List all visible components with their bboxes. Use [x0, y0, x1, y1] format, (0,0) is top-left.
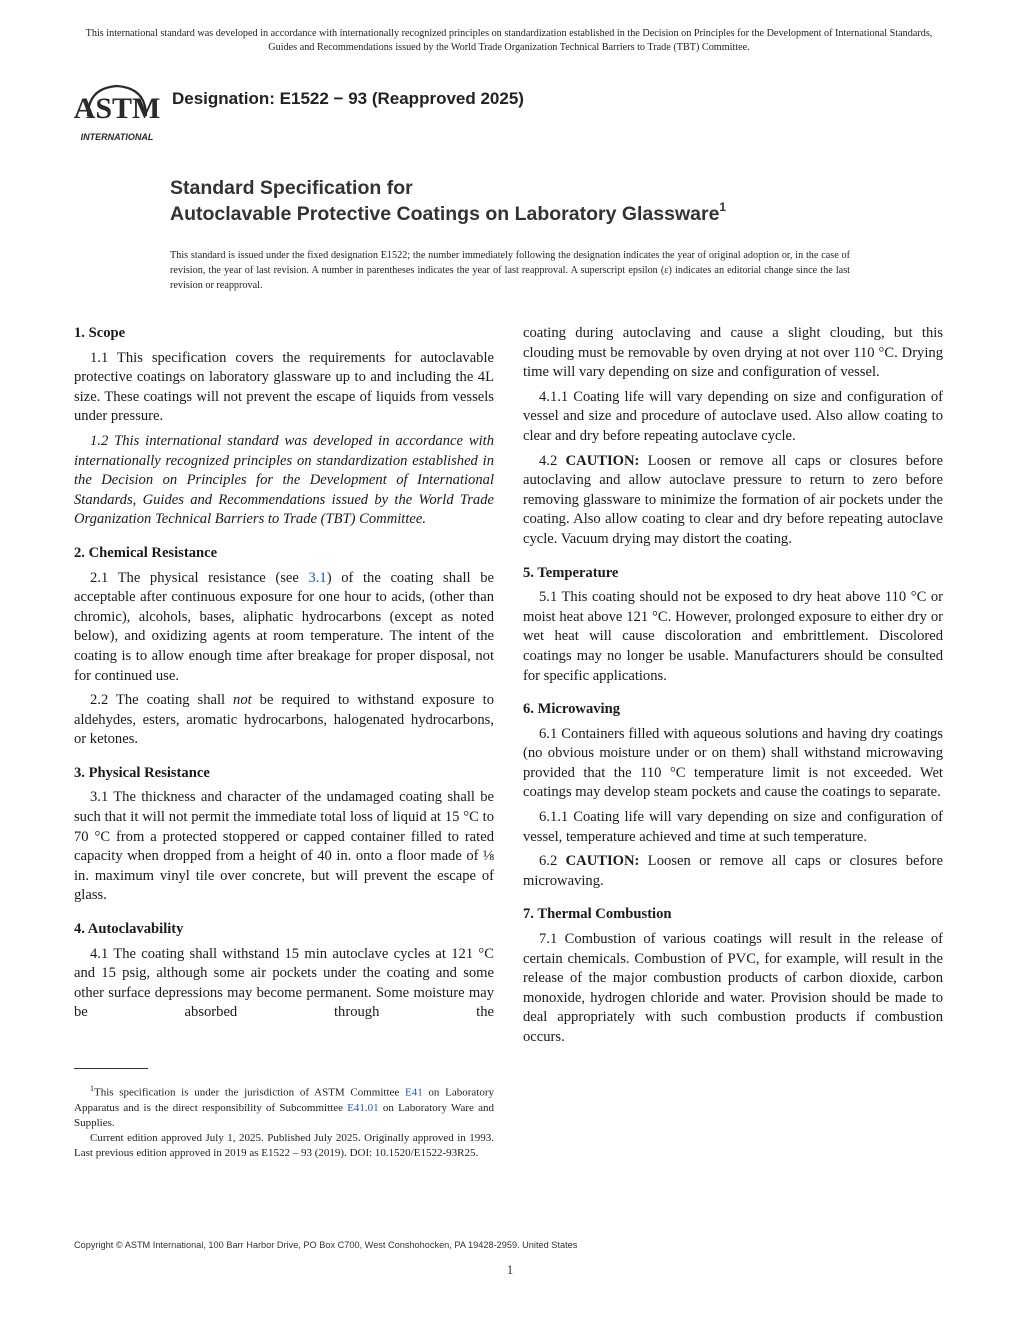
paragraph-3-1: 3.1 The thickness and character of the undamaged coating shall be such that it will not permit the immediate total loss of liquid at 15 °C to 70 °C from a protected stoppered or capped container filled to rated capacity when dropped from a height of 40 in. onto a floor made of ⅛ in. maximum vinyl tile over concrete, but will prevent the escape of glass.	[74, 789, 494, 904]
section-heading-microwaving: 6. Microwaving	[523, 701, 621, 718]
section-heading-temperature: 5. Temperature	[523, 564, 619, 581]
section-heading-chemical-resistance: 2. Chemical Resistance	[74, 544, 218, 561]
logo-text: ASTM	[74, 92, 160, 125]
document-title	[170, 175, 726, 227]
paragraph-5-1: 5.1 This coating should not be exposed to dry heat above 110 °C or moist heat above 121 °C. However, prolonged exposure to either dry or wet heat will cause discoloration and embrittlement. Discolored coatings may no longer be usable. Manufacturers should be consulted for specific applications.	[523, 589, 943, 684]
copyright-line: Copyright © ASTM International, 100 Barr Harbor Drive, PO Box C700, West Conshohocken, PA 19428-2959. United States	[74, 1240, 578, 1250]
title-line-1: Standard Specification for	[170, 177, 413, 199]
footnote-1: $^1$This specification is under the jurisdiction of ASTM Committee E41 on Laboratory Apparatus and is the direct responsibility of Subcommittee E41.01 on Laboratory Ware and Supplies.	[74, 1084, 494, 1129]
title-line-2: Autoclavable Protective Coatings on Laboratory Glassware	[170, 203, 720, 225]
paragraph-4-2: 4.2 CAUTION: Loosen or remove all caps or closures before autoclaving and allow autoclave pressure to return to zero before removing glassware to minimize the formation of air pockets under the coating. Also allow coating to clear and dry before repeating autoclave cycle. Vacuum drying may distort the coating.	[523, 452, 944, 547]
paragraph-2-2: 2.2 The coating shall not be required to withstand exposure to aldehydes, esters, aromatic hydrocarbons, halogenated hydrocarbons, or ketones.	[74, 692, 495, 748]
issuance-statement: This standard is issued under the fixed designation E1522; the number immediately following the designation indicates the year of original adoption or, in the case of revision, the year of last revision. A number in parentheses indicates the year of last reapproval. A superscript epsilon (ε) indicates an editorial change since the last revision or reapproval.	[170, 250, 850, 291]
right-column	[523, 324, 943, 1053]
title-footnote-mark: 1	[719, 200, 727, 214]
link-e41-01[interactable]: E41.01	[347, 1101, 379, 1114]
paragraph-7-1: 7.1 Combustion of various coatings will result in the release of certain chemicals. Combustion of PVC, for example, will result in the release of the major combustion products of carbon dioxide, carbon monoxide, hydrogen chloride and water. Provision should be made to deal appropriately with such combustion products if combustion occurs.	[523, 931, 943, 1045]
paragraph-4-1-start: 4.1 The coating shall withstand 15 min autoclave cycles at 121 °C and 15 psig, although some air pockets under the coating and some other surface depressions may become permanent. Some moisture may be absorbed through the	[74, 945, 494, 1021]
paragraph-2-1: 2.1 The physical resistance (see 3.1) of the coating shall be acceptable after continuous exposure for one hour to acids, (other than chromic), alcohols, bases, aliphatic hydrocarbons (except as noted below), and oxidizing agents at room temperature. The intent of the coating is to allow enough time after breakage for proper disposal, not for continued use.	[74, 569, 494, 684]
section-heading-physical-resistance: 3. Physical Resistance	[74, 764, 210, 781]
page-number: 1	[506, 1262, 514, 1277]
astm-logo	[74, 78, 160, 144]
section-heading-scope: 1. Scope	[74, 325, 126, 341]
logo-subtext: INTERNATIONAL	[80, 132, 154, 142]
section-heading-thermal-combustion: 7. Thermal Combustion	[523, 906, 672, 923]
paragraph-6-1-1: 6.1.1 Coating life will vary depending on size and configuration of vessel, temperature achieved and time at such temperature.	[523, 809, 943, 845]
left-column	[74, 324, 494, 1028]
paragraph-4-1-1: 4.1.1 Coating life will vary depending on size and configuration of vessel and size and procedure of autoclave used. Also allow coating to clear and dry before repeating autoclave cycle.	[523, 388, 943, 444]
paragraph-6-1: 6.1 Containers filled with aqueous solutions and having dry coatings (no obvious moisture under or on them) shall withstand microwaving provided that the 110 °C temperature limit is not exceeded. Wet coatings may develop steam pockets and cause the coatings to separate.	[523, 725, 943, 801]
paragraph-1-2: 1.2 This international standard was developed in accordance with internationally recognized principles on standardization established in the Decision on Principles for the Development of International Standards, Guides and Recommendations issued by the World Trade Organization Technical Barriers to Trade (TBT) Committee.	[74, 432, 494, 528]
top-notice: This international standard was developed in accordance with internationally recognized principles on standardization established in the Decision on Principles for the Development of International Standards, Guides and Recommendations issued by the World Trade Organization Technical Barriers to Trade (TBT) Committee.	[85, 28, 933, 53]
link-e41[interactable]: E41	[404, 1086, 423, 1099]
paragraph-6-2: 6.2 CAUTION: Loosen or remove all caps or closures before microwaving.	[523, 853, 944, 889]
paragraph-1-1: 1.1 This specification covers the requirements for autoclavable protective coatings on laboratory glassware up to and including the 4L size. These coatings will not prevent the escape of liquids from vessels under pressure.	[74, 349, 494, 425]
footnote-rule	[74, 1068, 148, 1069]
paragraph-4-1-continued: coating during autoclaving and cause a slight clouding, but this clouding must be removable by oven drying at not over 110 °C. Drying time will vary depending on size and configuration of vessel.	[523, 325, 943, 381]
caution-label: CAUTION:	[565, 452, 640, 469]
caution-label: CAUTION:	[565, 853, 640, 870]
designation: Designation: E1522 − 93 (Reapproved 2025)	[172, 89, 524, 108]
footnote	[74, 1081, 494, 1161]
link-3-1[interactable]: 3.1	[308, 569, 327, 586]
footnote-edition: Current edition approved July 1, 2025. Published July 2025. Originally approved in 1993. Last previous edition approved in 2019 as E1522 – 93 (2019). DOI: 10.1520/E1522-93R25.	[74, 1131, 494, 1159]
section-heading-autoclavability: 4. Autoclavability	[74, 921, 184, 938]
